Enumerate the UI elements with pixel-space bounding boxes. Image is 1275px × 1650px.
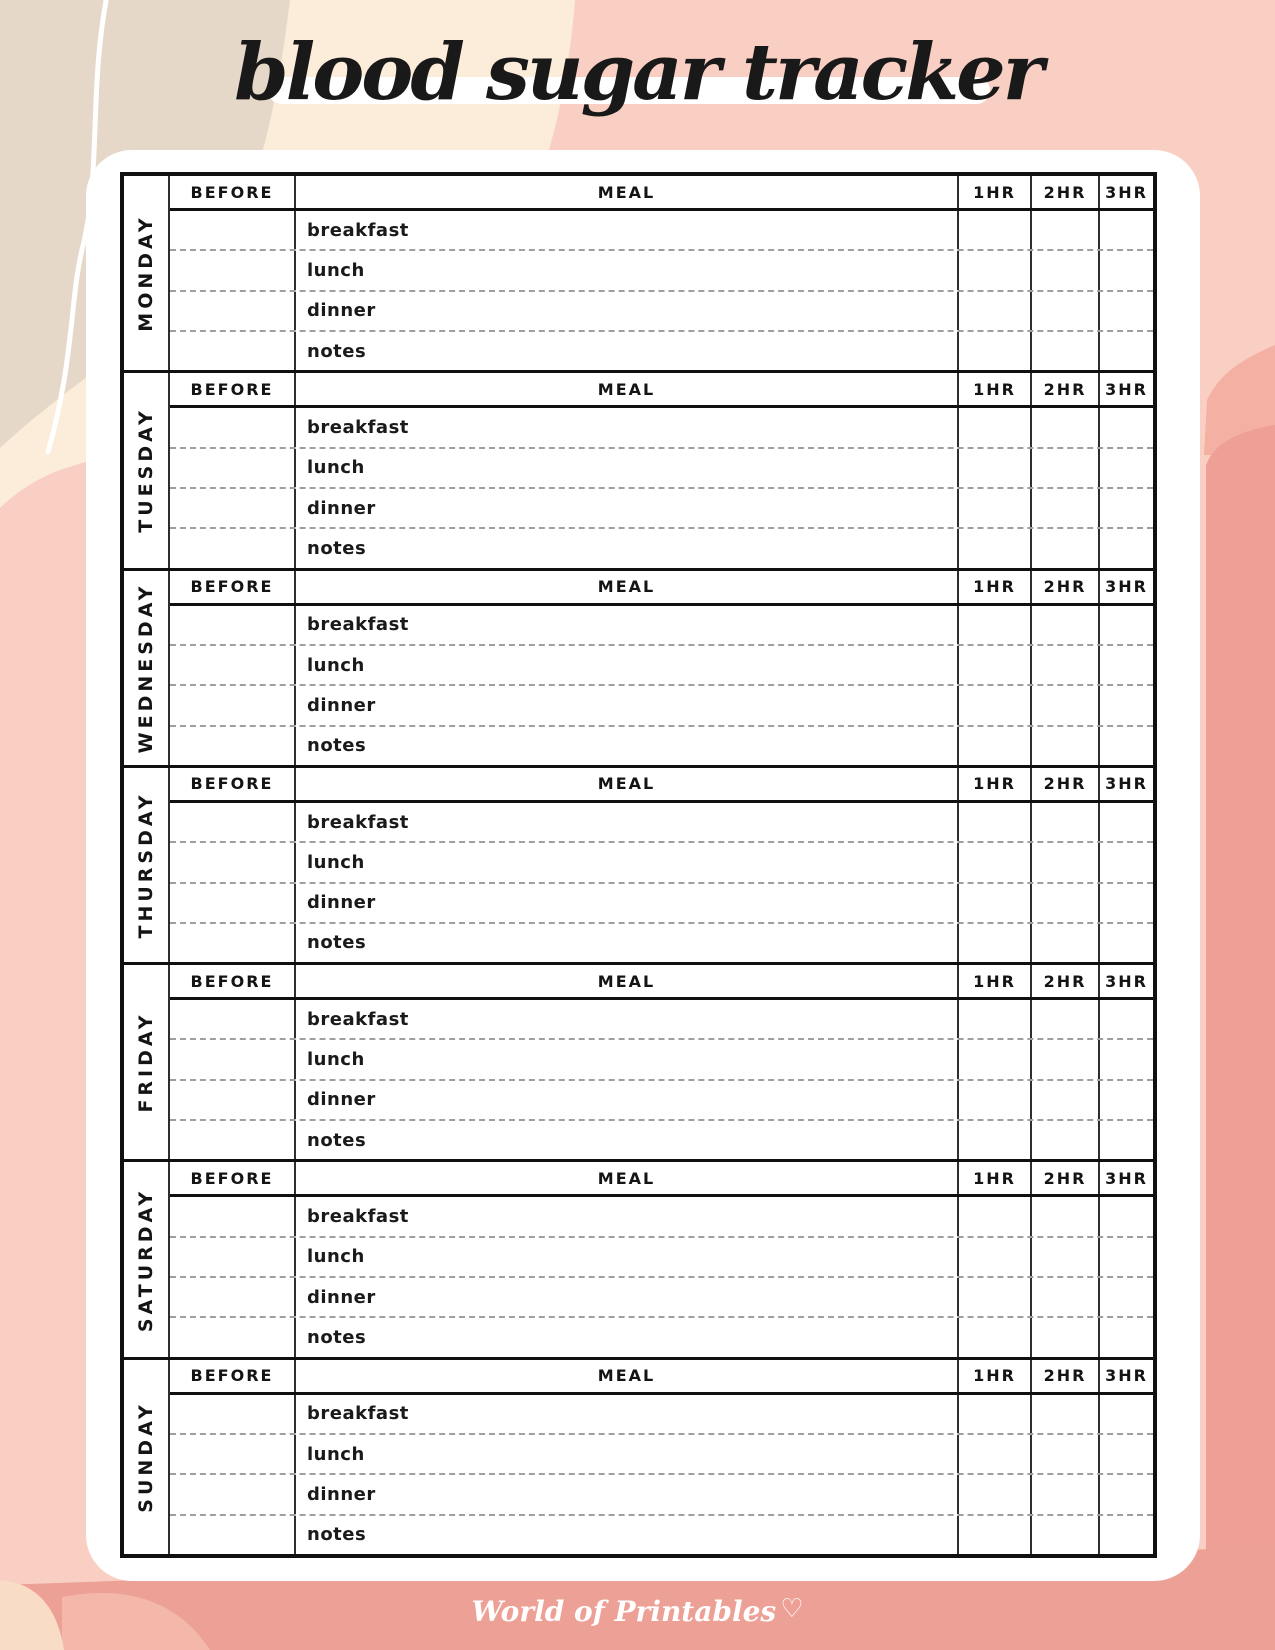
- 1hr-entry-cell: [957, 1000, 1030, 1038]
- 1hr-entry-cell: [957, 332, 1030, 370]
- before-entry-cell: [170, 1121, 294, 1159]
- day-block-sunday: [124, 1360, 1153, 1554]
- before-entry-cell: [170, 1318, 294, 1356]
- day-grid: [170, 1360, 1153, 1554]
- meal-entry-cell: [294, 529, 957, 567]
- before-entry-cell: [170, 1475, 294, 1513]
- header-meal: MEAL: [294, 176, 957, 208]
- footer-brand-text: World of Printables: [471, 1595, 777, 1628]
- day-grid: [170, 373, 1153, 567]
- before-entry-cell: [170, 449, 294, 487]
- day-grid: [170, 768, 1153, 962]
- 3hr-entry-cell: [1098, 686, 1153, 724]
- header-2hr: 2HR: [1030, 965, 1098, 997]
- day-grid: [170, 571, 1153, 765]
- day-label-cell: [124, 176, 170, 370]
- 3hr-entry-cell: [1098, 803, 1153, 841]
- meal-row: [170, 1197, 1153, 1235]
- before-entry-cell: [170, 1238, 294, 1276]
- meal-row: [170, 606, 1153, 644]
- day-header-row: [170, 1360, 1153, 1395]
- meal-row: [170, 330, 1153, 370]
- 1hr-entry-cell: [957, 1278, 1030, 1316]
- meal-row: [170, 1514, 1153, 1554]
- meal-row: [170, 290, 1153, 330]
- 2hr-entry-cell: [1030, 924, 1098, 962]
- 1hr-entry-cell: [957, 884, 1030, 922]
- heart-icon: ♡: [780, 1594, 804, 1624]
- 1hr-entry-cell: [957, 1081, 1030, 1119]
- 2hr-entry-cell: [1030, 884, 1098, 922]
- day-header-row: [170, 571, 1153, 606]
- header-1hr: 1HR: [957, 373, 1030, 405]
- before-entry-cell: [170, 1040, 294, 1078]
- meal-row: [170, 1395, 1153, 1433]
- meal-label: lunch: [307, 1246, 365, 1268]
- meal-row: [170, 211, 1153, 249]
- meal-row: [170, 1079, 1153, 1119]
- 2hr-entry-cell: [1030, 1516, 1098, 1554]
- 2hr-entry-cell: [1030, 292, 1098, 330]
- meal-entry-cell: [294, 489, 957, 527]
- 1hr-entry-cell: [957, 211, 1030, 249]
- 1hr-entry-cell: [957, 1040, 1030, 1078]
- meal-row: [170, 487, 1153, 527]
- 2hr-entry-cell: [1030, 408, 1098, 446]
- 3hr-entry-cell: [1098, 1395, 1153, 1433]
- meal-row: [170, 841, 1153, 881]
- meal-row: [170, 527, 1153, 567]
- page-title: blood sugar tracker: [234, 27, 1041, 118]
- header-meal: MEAL: [294, 571, 957, 603]
- before-entry-cell: [170, 606, 294, 644]
- meal-label: notes: [307, 537, 367, 559]
- 1hr-entry-cell: [957, 1197, 1030, 1235]
- 3hr-entry-cell: [1098, 1121, 1153, 1159]
- day-label-cell: [124, 1360, 170, 1554]
- 2hr-entry-cell: [1030, 606, 1098, 644]
- meal-label: breakfast: [307, 416, 409, 438]
- 2hr-entry-cell: [1030, 332, 1098, 370]
- 1hr-entry-cell: [957, 1121, 1030, 1159]
- meal-entry-cell: [294, 1475, 957, 1513]
- day-label-cell: [124, 373, 170, 567]
- day-block-friday: [124, 965, 1153, 1162]
- meal-entry-cell: [294, 1197, 957, 1235]
- before-entry-cell: [170, 332, 294, 370]
- header-3hr: 3HR: [1098, 176, 1153, 208]
- tracker-table: [120, 172, 1157, 1558]
- meal-entry-cell: [294, 408, 957, 446]
- header-2hr: 2HR: [1030, 571, 1098, 603]
- meal-label: lunch: [307, 1443, 365, 1465]
- header-3hr: 3HR: [1098, 965, 1153, 997]
- header-3hr: 3HR: [1098, 1162, 1153, 1194]
- meal-label: dinner: [307, 497, 376, 519]
- meal-row: [170, 725, 1153, 765]
- meal-label: dinner: [307, 694, 376, 716]
- 1hr-entry-cell: [957, 489, 1030, 527]
- 3hr-entry-cell: [1098, 408, 1153, 446]
- 3hr-entry-cell: [1098, 292, 1153, 330]
- before-entry-cell: [170, 924, 294, 962]
- day-grid: [170, 176, 1153, 370]
- before-entry-cell: [170, 1197, 294, 1235]
- 1hr-entry-cell: [957, 529, 1030, 567]
- 2hr-entry-cell: [1030, 686, 1098, 724]
- 2hr-entry-cell: [1030, 529, 1098, 567]
- header-2hr: 2HR: [1030, 176, 1098, 208]
- header-3hr: 3HR: [1098, 373, 1153, 405]
- 2hr-entry-cell: [1030, 1435, 1098, 1473]
- header-1hr: 1HR: [957, 571, 1030, 603]
- day-grid: [170, 1162, 1153, 1356]
- 3hr-entry-cell: [1098, 1081, 1153, 1119]
- 3hr-entry-cell: [1098, 489, 1153, 527]
- 3hr-entry-cell: [1098, 606, 1153, 644]
- 2hr-entry-cell: [1030, 646, 1098, 684]
- 3hr-entry-cell: [1098, 529, 1153, 567]
- header-before: BEFORE: [190, 182, 274, 202]
- 3hr-entry-cell: [1098, 727, 1153, 765]
- meal-entry-cell: [294, 332, 957, 370]
- 1hr-entry-cell: [957, 1435, 1030, 1473]
- meal-label: dinner: [307, 1286, 376, 1308]
- 1hr-entry-cell: [957, 449, 1030, 487]
- 1hr-entry-cell: [957, 1318, 1030, 1356]
- meal-label: breakfast: [307, 1403, 409, 1425]
- header-1hr: 1HR: [957, 768, 1030, 800]
- day-label-cell: [124, 768, 170, 962]
- meal-label: notes: [307, 1524, 367, 1546]
- day-label: THURSDAY: [135, 791, 157, 939]
- meal-label: dinner: [307, 300, 376, 322]
- day-block-monday: [124, 176, 1153, 373]
- 3hr-entry-cell: [1098, 1197, 1153, 1235]
- meal-entry-cell: [294, 884, 957, 922]
- meal-row: [170, 1473, 1153, 1513]
- meal-entry-cell: [294, 924, 957, 962]
- meal-label: lunch: [307, 259, 365, 281]
- header-3hr: 3HR: [1098, 571, 1153, 603]
- 1hr-entry-cell: [957, 606, 1030, 644]
- meal-label: notes: [307, 735, 367, 757]
- header-1hr: 1HR: [957, 965, 1030, 997]
- meal-label: notes: [307, 932, 367, 954]
- 2hr-entry-cell: [1030, 1121, 1098, 1159]
- 1hr-entry-cell: [957, 292, 1030, 330]
- header-before: BEFORE: [190, 1366, 274, 1386]
- header-2hr: 2HR: [1030, 768, 1098, 800]
- meal-row: [170, 1316, 1153, 1356]
- day-header-row: [170, 965, 1153, 1000]
- meal-label: lunch: [307, 457, 365, 479]
- meal-entry-cell: [294, 292, 957, 330]
- meal-label: dinner: [307, 1484, 376, 1505]
- header-before: BEFORE: [190, 774, 274, 794]
- meal-row: [170, 447, 1153, 487]
- header-1hr: 1HR: [957, 1162, 1030, 1194]
- 3hr-entry-cell: [1098, 843, 1153, 881]
- meal-entry-cell: [294, 1081, 957, 1119]
- header-before: BEFORE: [190, 379, 274, 399]
- before-entry-cell: [170, 529, 294, 567]
- footer-brand: [0, 1594, 1275, 1628]
- meal-entry-cell: [294, 211, 957, 249]
- 2hr-entry-cell: [1030, 1475, 1098, 1513]
- 2hr-entry-cell: [1030, 727, 1098, 765]
- 3hr-entry-cell: [1098, 449, 1153, 487]
- meal-entry-cell: [294, 686, 957, 724]
- meal-entry-cell: [294, 1395, 957, 1433]
- day-label-cell: [124, 571, 170, 765]
- 2hr-entry-cell: [1030, 1318, 1098, 1356]
- 1hr-entry-cell: [957, 924, 1030, 962]
- day-label: WEDNESDAY: [135, 582, 157, 754]
- meal-entry-cell: [294, 1121, 957, 1159]
- header-meal: MEAL: [294, 1162, 957, 1194]
- 2hr-entry-cell: [1030, 803, 1098, 841]
- meal-label: breakfast: [307, 811, 409, 833]
- 2hr-entry-cell: [1030, 1081, 1098, 1119]
- meal-entry-cell: [294, 1278, 957, 1316]
- meal-row: [170, 1119, 1153, 1159]
- header-before: BEFORE: [190, 577, 274, 597]
- 3hr-entry-cell: [1098, 1040, 1153, 1078]
- 2hr-entry-cell: [1030, 449, 1098, 487]
- right-band-dark: [1206, 425, 1275, 1650]
- 3hr-entry-cell: [1098, 884, 1153, 922]
- before-entry-cell: [170, 1278, 294, 1316]
- before-entry-cell: [170, 1395, 294, 1433]
- meal-row: [170, 882, 1153, 922]
- 1hr-entry-cell: [957, 646, 1030, 684]
- meal-entry-cell: [294, 727, 957, 765]
- 3hr-entry-cell: [1098, 1435, 1153, 1473]
- before-entry-cell: [170, 489, 294, 527]
- meal-entry-cell: [294, 1435, 957, 1473]
- 2hr-entry-cell: [1030, 489, 1098, 527]
- meal-entry-cell: [294, 803, 957, 841]
- before-entry-cell: [170, 843, 294, 881]
- meal-label: breakfast: [307, 1008, 409, 1030]
- before-entry-cell: [170, 408, 294, 446]
- 3hr-entry-cell: [1098, 211, 1153, 249]
- meal-entry-cell: [294, 1000, 957, 1038]
- before-entry-cell: [170, 686, 294, 724]
- 1hr-entry-cell: [957, 686, 1030, 724]
- 1hr-entry-cell: [957, 1516, 1030, 1554]
- 1hr-entry-cell: [957, 1475, 1030, 1513]
- header-meal: MEAL: [294, 1360, 957, 1392]
- day-block-thursday: [124, 768, 1153, 965]
- meal-label: breakfast: [307, 614, 409, 636]
- day-label: SATURDAY: [135, 1187, 157, 1332]
- meal-label: notes: [307, 340, 367, 362]
- 1hr-entry-cell: [957, 251, 1030, 289]
- meal-entry-cell: [294, 606, 957, 644]
- before-entry-cell: [170, 292, 294, 330]
- day-label: FRIDAY: [135, 1011, 157, 1113]
- 1hr-entry-cell: [957, 408, 1030, 446]
- meal-row: [170, 684, 1153, 724]
- day-label: MONDAY: [135, 214, 157, 332]
- meal-row: [170, 1276, 1153, 1316]
- 3hr-entry-cell: [1098, 1238, 1153, 1276]
- meal-entry-cell: [294, 1238, 957, 1276]
- 2hr-entry-cell: [1030, 1000, 1098, 1038]
- day-header-row: [170, 373, 1153, 408]
- 3hr-entry-cell: [1098, 251, 1153, 289]
- header-before: BEFORE: [190, 971, 274, 991]
- 2hr-entry-cell: [1030, 1040, 1098, 1078]
- 3hr-entry-cell: [1098, 1475, 1153, 1513]
- header-meal: MEAL: [294, 768, 957, 800]
- header-2hr: 2HR: [1030, 1162, 1098, 1194]
- 2hr-entry-cell: [1030, 251, 1098, 289]
- meal-row: [170, 922, 1153, 962]
- header-meal: MEAL: [294, 373, 957, 405]
- meal-label: lunch: [307, 851, 365, 873]
- tracker-card: [86, 150, 1200, 1581]
- before-entry-cell: [170, 251, 294, 289]
- meal-row: [170, 1000, 1153, 1038]
- before-entry-cell: [170, 803, 294, 841]
- header-3hr: 3HR: [1098, 768, 1153, 800]
- meal-entry-cell: [294, 449, 957, 487]
- 3hr-entry-cell: [1098, 646, 1153, 684]
- meal-label: notes: [307, 1327, 367, 1349]
- 1hr-entry-cell: [957, 843, 1030, 881]
- meal-entry-cell: [294, 843, 957, 881]
- 3hr-entry-cell: [1098, 1278, 1153, 1316]
- 1hr-entry-cell: [957, 1395, 1030, 1433]
- day-label-cell: [124, 1162, 170, 1356]
- meal-entry-cell: [294, 1040, 957, 1078]
- meal-row: [170, 644, 1153, 684]
- header-1hr: 1HR: [957, 176, 1030, 208]
- 3hr-entry-cell: [1098, 1318, 1153, 1356]
- day-grid: [170, 965, 1153, 1159]
- meal-entry-cell: [294, 1516, 957, 1554]
- 1hr-entry-cell: [957, 1238, 1030, 1276]
- 1hr-entry-cell: [957, 727, 1030, 765]
- 3hr-entry-cell: [1098, 1000, 1153, 1038]
- meal-entry-cell: [294, 251, 957, 289]
- day-header-row: [170, 176, 1153, 211]
- 3hr-entry-cell: [1098, 332, 1153, 370]
- day-label: TUESDAY: [135, 407, 157, 534]
- meal-label: lunch: [307, 654, 365, 676]
- meal-label: notes: [307, 1129, 367, 1151]
- page-header: [0, 28, 1275, 158]
- before-entry-cell: [170, 1516, 294, 1554]
- 3hr-entry-cell: [1098, 924, 1153, 962]
- before-entry-cell: [170, 884, 294, 922]
- meal-row: [170, 408, 1153, 446]
- before-entry-cell: [170, 727, 294, 765]
- before-entry-cell: [170, 211, 294, 249]
- 3hr-entry-cell: [1098, 1516, 1153, 1554]
- day-header-row: [170, 768, 1153, 803]
- header-1hr: 1HR: [957, 1360, 1030, 1392]
- meal-label: dinner: [307, 1089, 376, 1111]
- before-entry-cell: [170, 1435, 294, 1473]
- meal-entry-cell: [294, 1318, 957, 1356]
- meal-row: [170, 1433, 1153, 1473]
- 2hr-entry-cell: [1030, 1197, 1098, 1235]
- 2hr-entry-cell: [1030, 1395, 1098, 1433]
- meal-row: [170, 803, 1153, 841]
- meal-label: breakfast: [307, 219, 409, 241]
- day-block-saturday: [124, 1162, 1153, 1359]
- meal-label: dinner: [307, 892, 376, 914]
- header-3hr: 3HR: [1098, 1360, 1153, 1392]
- day-block-wednesday: [124, 571, 1153, 768]
- day-block-tuesday: [124, 373, 1153, 570]
- meal-label: breakfast: [307, 1206, 409, 1228]
- 2hr-entry-cell: [1030, 843, 1098, 881]
- meal-row: [170, 1038, 1153, 1078]
- day-label-cell: [124, 965, 170, 1159]
- meal-row: [170, 1236, 1153, 1276]
- before-entry-cell: [170, 1081, 294, 1119]
- header-2hr: 2HR: [1030, 1360, 1098, 1392]
- header-2hr: 2HR: [1030, 373, 1098, 405]
- day-label: SUNDAY: [135, 1401, 157, 1513]
- meal-entry-cell: [294, 646, 957, 684]
- meal-label: lunch: [307, 1049, 365, 1071]
- 2hr-entry-cell: [1030, 211, 1098, 249]
- header-before: BEFORE: [190, 1168, 274, 1188]
- 1hr-entry-cell: [957, 803, 1030, 841]
- day-header-row: [170, 1162, 1153, 1197]
- before-entry-cell: [170, 646, 294, 684]
- meal-row: [170, 249, 1153, 289]
- 2hr-entry-cell: [1030, 1238, 1098, 1276]
- header-meal: MEAL: [294, 965, 957, 997]
- 2hr-entry-cell: [1030, 1278, 1098, 1316]
- before-entry-cell: [170, 1000, 294, 1038]
